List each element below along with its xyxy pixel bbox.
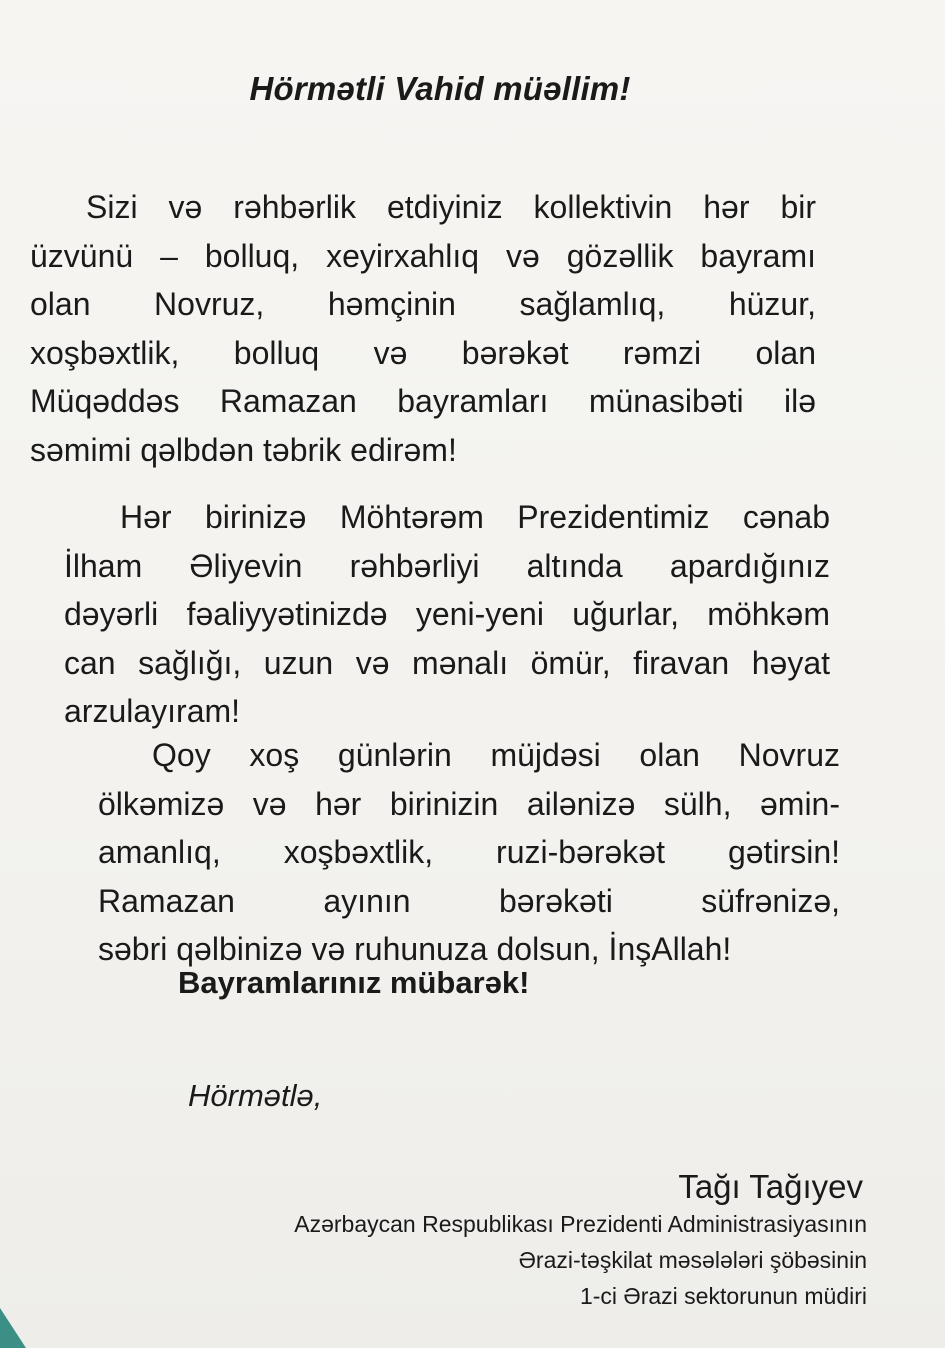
paragraph-greeting [30, 183, 816, 474]
paragraph-line: üzvünü – bolluq, xeyirxahlıq və gözəllik bayramı [30, 237, 816, 274]
paragraph-line: Hər birinizə Möhtərəm Prezidentimiz cənab [120, 499, 830, 535]
paragraph-line: İlham Əliyevin rəhbərliyi altında apardığınız [64, 547, 830, 584]
page-corner-shadow [0, 1308, 26, 1348]
signer-name: Tağı Tağıyev [678, 1168, 863, 1205]
paragraph-line: dəyərli fəaliyyətinizdə yeni-yeni uğurlar, möhkəm [64, 596, 830, 632]
salutation: Hörmətli Vahid müəllim! [249, 70, 631, 107]
paragraph-line: amanlıq, xoşbəxtlik, ruzi-bərəkət gətirsin! [98, 834, 840, 870]
signer-title-line: Azərbaycan Respublikası Prezidenti Administrasiyasının [294, 1211, 867, 1237]
paragraph-blessing [98, 731, 840, 974]
paragraph-line: olan Novruz, həmçinin sağlamlıq, hüzur, [30, 286, 816, 322]
paragraph-line: Müqəddəs Ramazan bayramları münasibəti ilə [30, 383, 816, 419]
signer-title-line: 1-ci Ərazi sektorunun müdiri [579, 1283, 867, 1309]
paragraph-line: səbri qəlbinizə və ruhunuza dolsun, İnşAllah! [98, 931, 732, 967]
regards: Hörmətlə, [188, 1078, 323, 1113]
paragraph-line: xoşbəxtlik, bolluq və bərəkət rəmzi olan [30, 334, 816, 371]
paragraph-line: Qoy xoş günlərin müjdəsi olan Novruz [152, 737, 840, 773]
signer-title-line: Ərazi-təşkilat məsələləri şöbəsinin [518, 1247, 867, 1273]
closing-wish: Bayramlarınız mübarək! [178, 965, 530, 1000]
paragraph-line: arzulayıram! [64, 693, 241, 729]
paragraph-line: Sizi və rəhbərlik etdiyiniz kollektivin hər bir [86, 189, 816, 225]
signer-title [294, 1206, 867, 1314]
paragraph-wishes [64, 493, 830, 736]
paragraph-line: Ramazan ayının bərəkəti süfrənizə, [98, 882, 840, 919]
paragraph-line: can sağlığı, uzun və mənalı ömür, firavan həyat [64, 644, 830, 681]
paragraph-line: ölkəmizə və hər birinizin ailənizə sülh, əmin- [98, 785, 840, 822]
paragraph-line: səmimi qəlbdən təbrik edirəm! [30, 431, 457, 468]
